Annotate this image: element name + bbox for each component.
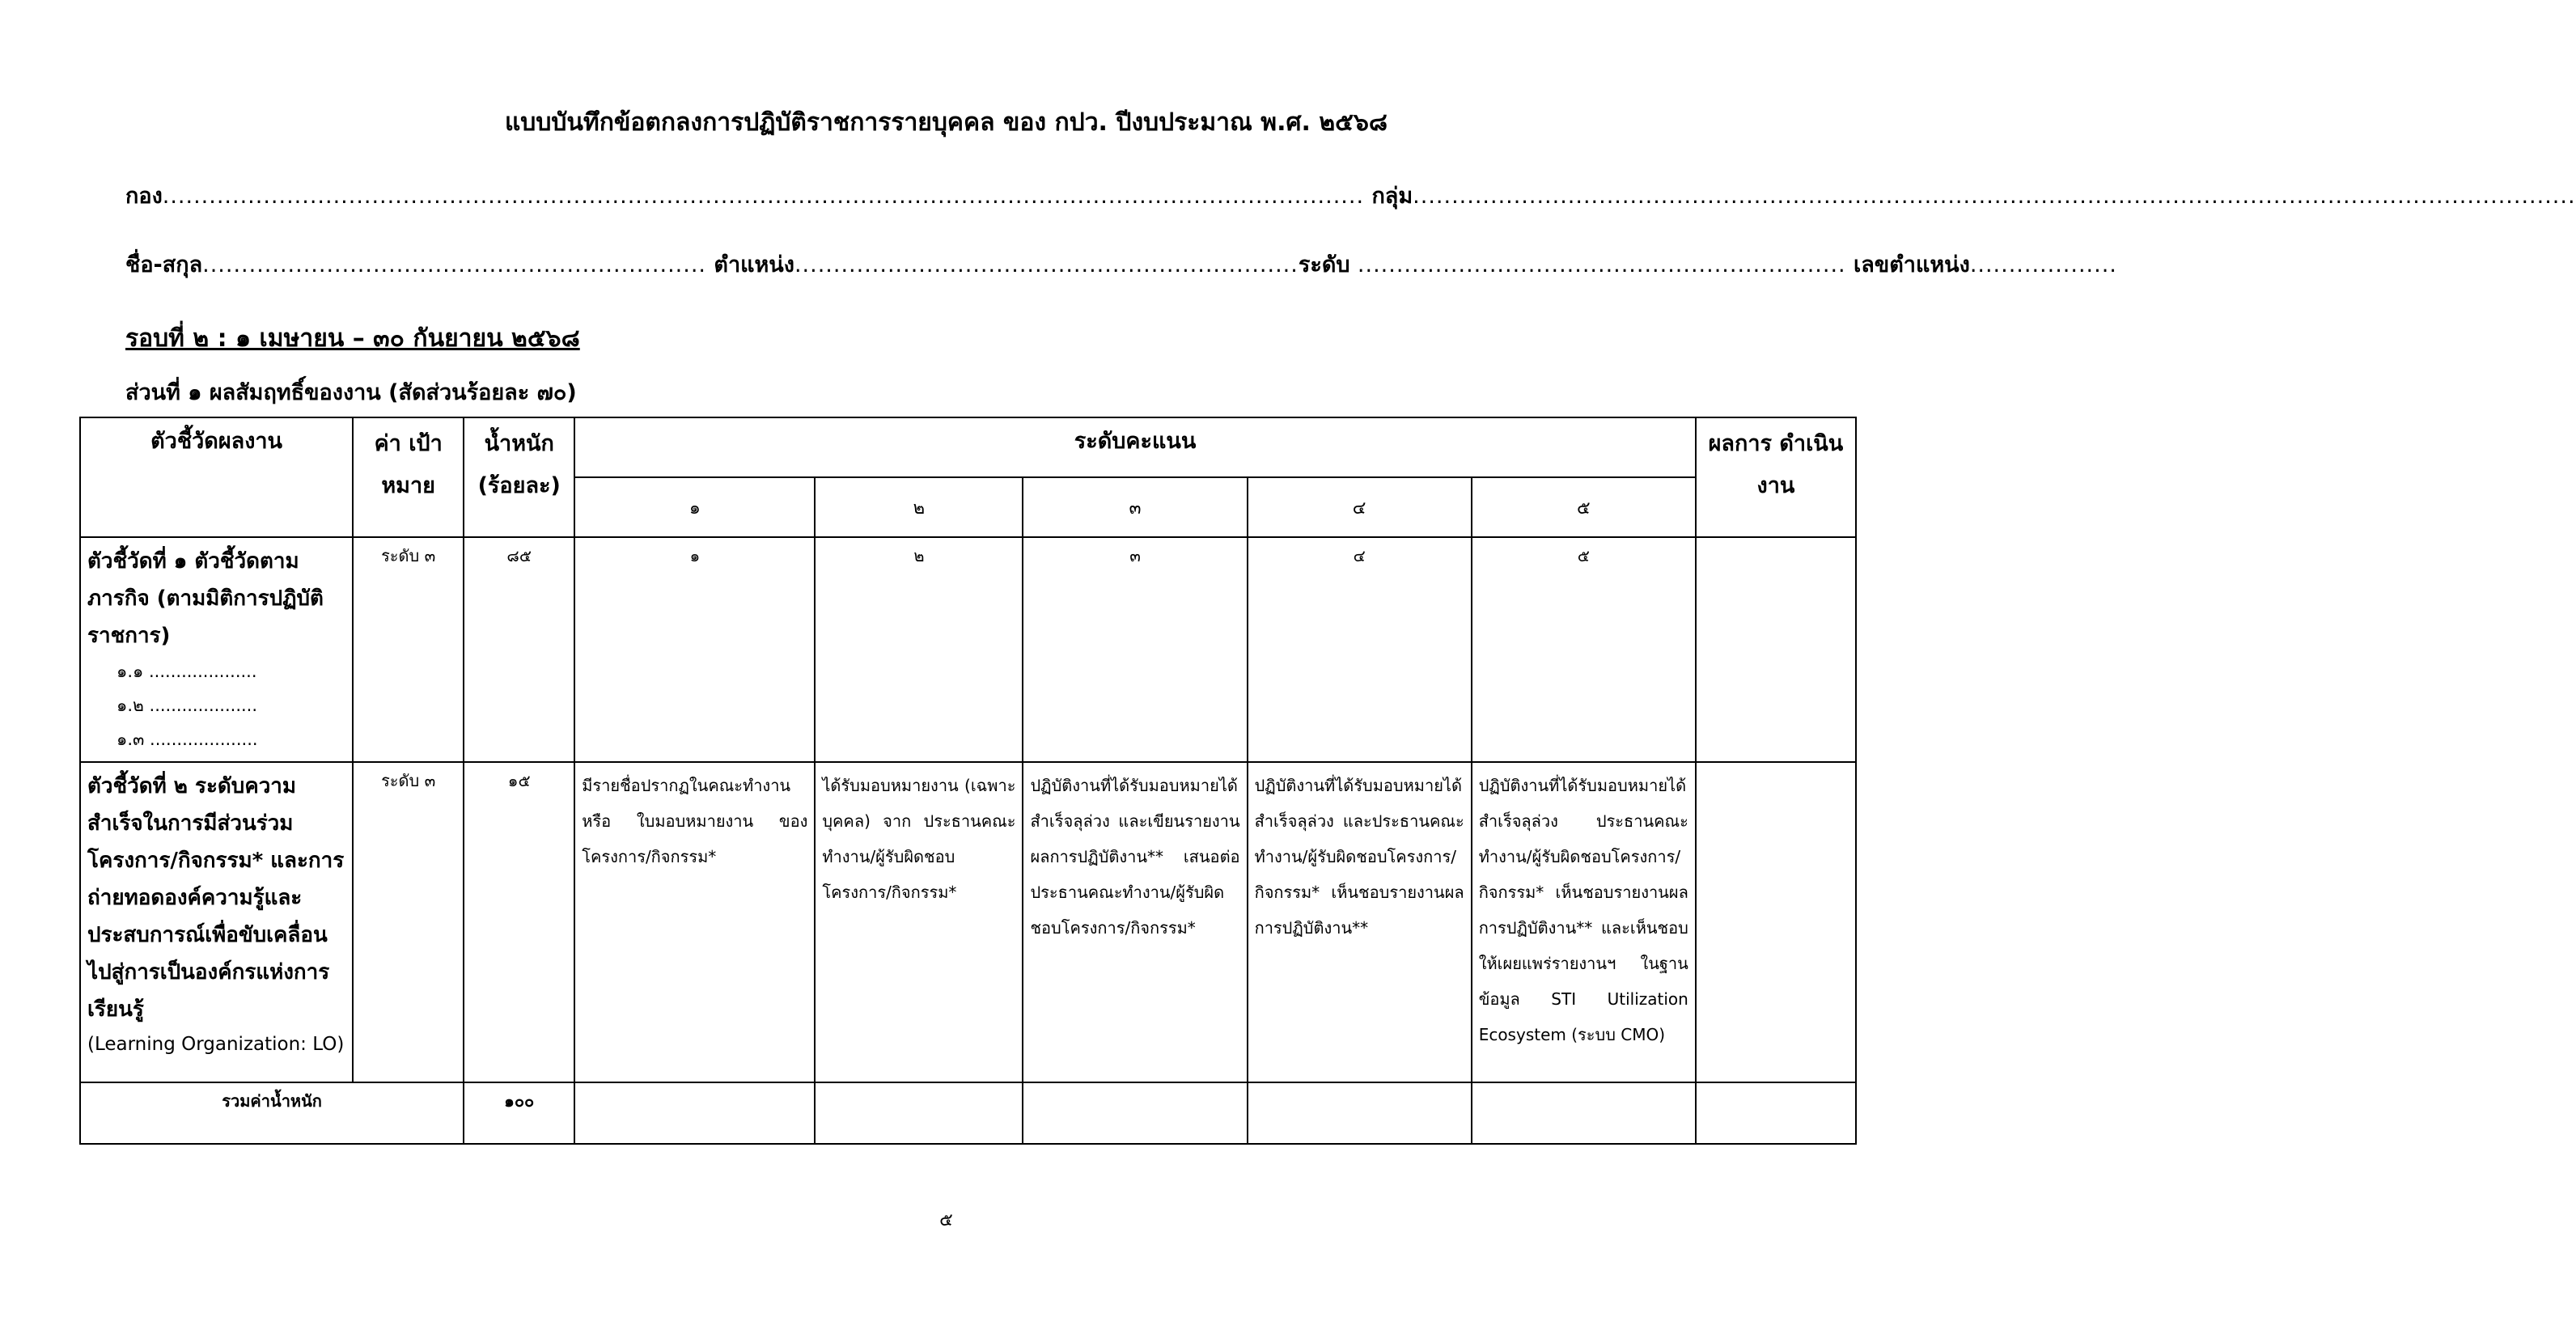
indicator-2-result[interactable] (1696, 762, 1856, 1082)
header-level-5: ๕ (1472, 477, 1696, 537)
indicator-2-target: ระดับ ๓ (353, 762, 464, 1082)
indicator-1-level-2: ๒ (815, 537, 1023, 762)
header-level-4: ๔ (1248, 477, 1472, 537)
indicator-1-result[interactable] (1696, 537, 1856, 762)
indicator-1-title: ตัวชี้วัดที่ ๑ ตัวชี้วัดตามภารกิจ (ตามมิติการปฏิบัติราชการ) (87, 549, 324, 648)
indicator-1-target: ระดับ ๓ (353, 537, 464, 762)
indicator-1-level-1: ๑ (574, 537, 815, 762)
indicator-2-level-4: ปฏิบัติงานที่ได้รับมอบหมายได้สำเร็จลุล่วง และประธานคณะทำงาน/ผู้รับผิดชอบโครงการ/กิจกรรม* เห็นชอบรายงานผลการปฏิบัติงาน** (1248, 762, 1472, 1082)
total-result[interactable] (1696, 1082, 1856, 1144)
indicator-1-sub-2[interactable]: ๑.๒ .................... (117, 696, 258, 715)
header-indicator: ตัวชี้วัดผลงาน (80, 417, 353, 537)
document-title: แบบบันทึกข้อตกลงการปฏิบัติราชการรายบุคคล ของ กปว. ปีงบประมาณ พ.ศ. ๒๕๖๘ (504, 108, 1388, 137)
position-field[interactable]: ................................................................. (794, 252, 1299, 277)
total-level-1 (574, 1082, 815, 1144)
header-level-2: ๒ (815, 477, 1023, 537)
name-field[interactable]: ................................................................. (202, 252, 706, 277)
header-level-3: ๓ (1023, 477, 1247, 537)
table-row (80, 762, 1856, 1082)
total-level-3 (1023, 1082, 1247, 1144)
group-label: กลุ่ม (1371, 184, 1413, 209)
person-info-line (125, 247, 2117, 282)
division-field[interactable]: ........................................................................................................................................................... (162, 184, 1365, 209)
indicator-2-cell (80, 762, 353, 1082)
position-label: ตำแหน่ง (714, 252, 794, 277)
indicator-1-weight: ๘๕ (464, 537, 574, 762)
group-field[interactable]: ...................................................................................................................................................... (1413, 184, 2576, 209)
header-target: ค่า เป้าหมาย (353, 417, 464, 537)
indicator-2-title-en: (Learning Organization: LO) (87, 1034, 345, 1055)
table-row (80, 537, 1856, 762)
indicator-1-sub-1[interactable]: ๑.๑ .................... (117, 662, 257, 681)
indicator-1-level-4: ๔ (1248, 537, 1472, 762)
total-weight-value: ๑๐๐ (464, 1082, 574, 1144)
part-heading: ส่วนที่ ๑ ผลสัมฤทธิ์ของงาน (สัดส่วนร้อยละ ๗๐) (125, 380, 577, 405)
division-group-line (125, 178, 2576, 213)
indicator-2-level-3: ปฏิบัติงานที่ได้รับมอบหมายได้สำเร็จลุล่วง และเขียนรายงานผลการปฏิบัติงาน** เสนอต่อประธานคณะทำงาน/ผู้รับผิดชอบโครงการ/กิจกรรม* (1023, 762, 1247, 1082)
header-weight: น้ำหนัก (ร้อยละ) (464, 417, 574, 537)
indicator-2-level-2: ได้รับมอบหมายงาน (เฉพาะบุคคล) จาก ประธานคณะทำงาน/ผู้รับผิดชอบโครงการ/กิจกรรม* (815, 762, 1023, 1082)
total-level-4 (1248, 1082, 1472, 1144)
header-level-1: ๑ (574, 477, 815, 537)
name-label: ชื่อ-สกุล (125, 252, 203, 277)
indicator-1-level-5: ๕ (1472, 537, 1696, 762)
level-field[interactable]: ............................................................... (1357, 252, 1846, 277)
indicator-1-cell (80, 537, 353, 762)
total-weight-label: รวมค่าน้ำหนัก (80, 1082, 464, 1144)
kpi-table (79, 417, 1857, 1145)
header-row-1 (80, 417, 1856, 477)
position-number-field[interactable]: ................... (1969, 252, 2117, 277)
indicator-2-title: ตัวชี้วัดที่ ๒ ระดับความสำเร็จในการมีส่วนร่วมโครงการ/กิจกรรม* และการถ่ายทอดองค์ความรู้และประสบการณ์เพื่อขับเคลื่อนไปสู่การเป็นองค์กรแห่งการเรียนรู้ (87, 774, 345, 1022)
round-heading: รอบที่ ๒ : ๑ เมษายน – ๓๐ กันยายน ๒๕๖๘ (125, 324, 580, 353)
total-row (80, 1082, 1856, 1144)
total-level-5 (1472, 1082, 1696, 1144)
indicator-2-level-5: ปฏิบัติงานที่ได้รับมอบหมายได้สำเร็จลุล่วง ประธานคณะทำงาน/ผู้รับผิดชอบโครงการ/กิจกรรม* เห็นชอบรายงานผลการปฏิบัติงาน** และเห็นชอบให้เผยแพร่รายงานฯ ในฐานข้อมูล STI Utilization Ecosystem (ระบบ CMO) (1472, 762, 1696, 1082)
page-number: ๕ (939, 1210, 953, 1230)
indicator-2-weight: ๑๕ (464, 762, 574, 1082)
header-result: ผลการ ดำเนินงาน (1696, 417, 1856, 537)
indicator-1-sub-3[interactable]: ๑.๓ .................... (117, 730, 258, 749)
header-score-levels: ระดับคะแนน (574, 417, 1696, 477)
indicator-2-level-1: มีรายชื่อปรากฏในคณะทำงาน หรือ ใบมอบหมายงาน ของโครงการ/กิจกรรม* (574, 762, 815, 1082)
level-label: ระดับ (1298, 252, 1350, 277)
position-number-label: เลขตำแหน่ง (1854, 252, 1970, 277)
indicator-1-level-3: ๓ (1023, 537, 1247, 762)
division-label: กอง (125, 184, 163, 209)
total-level-2 (815, 1082, 1023, 1144)
